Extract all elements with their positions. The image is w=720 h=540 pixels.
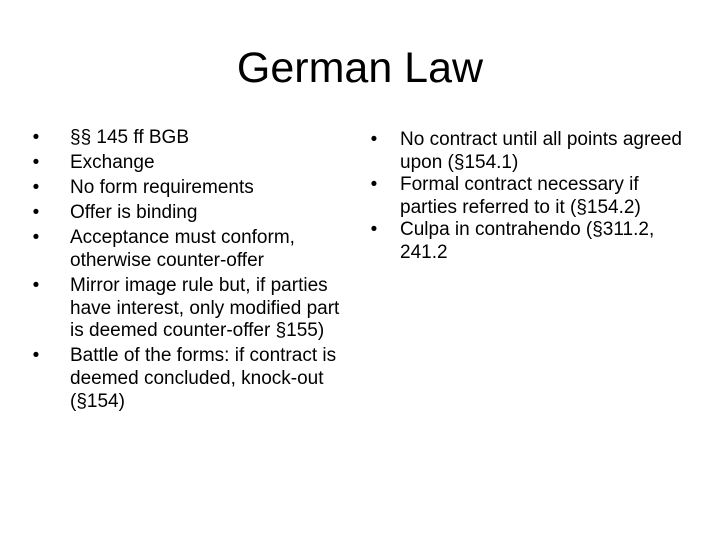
list-item-text: Mirror image rule but, if parties have interest, only modified part is deemed counter-offer §155) — [70, 275, 340, 342]
bullet-icon: • — [370, 174, 378, 196]
slide-title: German Law — [236, 44, 484, 92]
left-bullet-list — [30, 127, 348, 416]
list-item-text: Culpa in contrahendo (§311.2, 241.2 — [400, 219, 655, 263]
list-item — [30, 275, 348, 343]
bullet-icon: • — [32, 275, 40, 297]
list-item-text: Offer is binding — [70, 202, 198, 224]
bullet-icon: • — [32, 227, 40, 249]
right-bullet-list — [368, 129, 698, 265]
bullet-icon: • — [32, 202, 40, 224]
list-item — [30, 345, 348, 413]
list-item — [30, 227, 348, 272]
list-item-text: Acceptance must conform, otherwise counter-offer — [70, 227, 295, 271]
list-item-text: Battle of the forms: if contract is deemed concluded, knock-out (§154) — [70, 345, 337, 412]
list-item-text: No contract until all points agreed upon (§154.1) — [400, 129, 682, 173]
list-item-text: Formal contract necessary if parties referred to it (§154.2) — [400, 174, 641, 218]
list-item-text: Exchange — [70, 152, 155, 174]
bullet-icon: • — [370, 129, 378, 150]
list-item-text: No form requirements — [70, 177, 254, 199]
bullet-icon: • — [32, 345, 40, 367]
list-item — [368, 174, 698, 219]
list-item — [368, 129, 698, 174]
bullet-icon: • — [32, 127, 40, 148]
list-item-text: §§ 145 ff BGB — [70, 127, 190, 148]
list-item — [30, 177, 348, 200]
bullet-icon: • — [32, 152, 40, 174]
list-item — [30, 127, 348, 150]
bullet-icon: • — [32, 177, 40, 199]
list-item — [368, 219, 698, 264]
list-item — [30, 202, 348, 225]
bullet-icon: • — [370, 219, 378, 241]
list-item — [30, 152, 348, 175]
